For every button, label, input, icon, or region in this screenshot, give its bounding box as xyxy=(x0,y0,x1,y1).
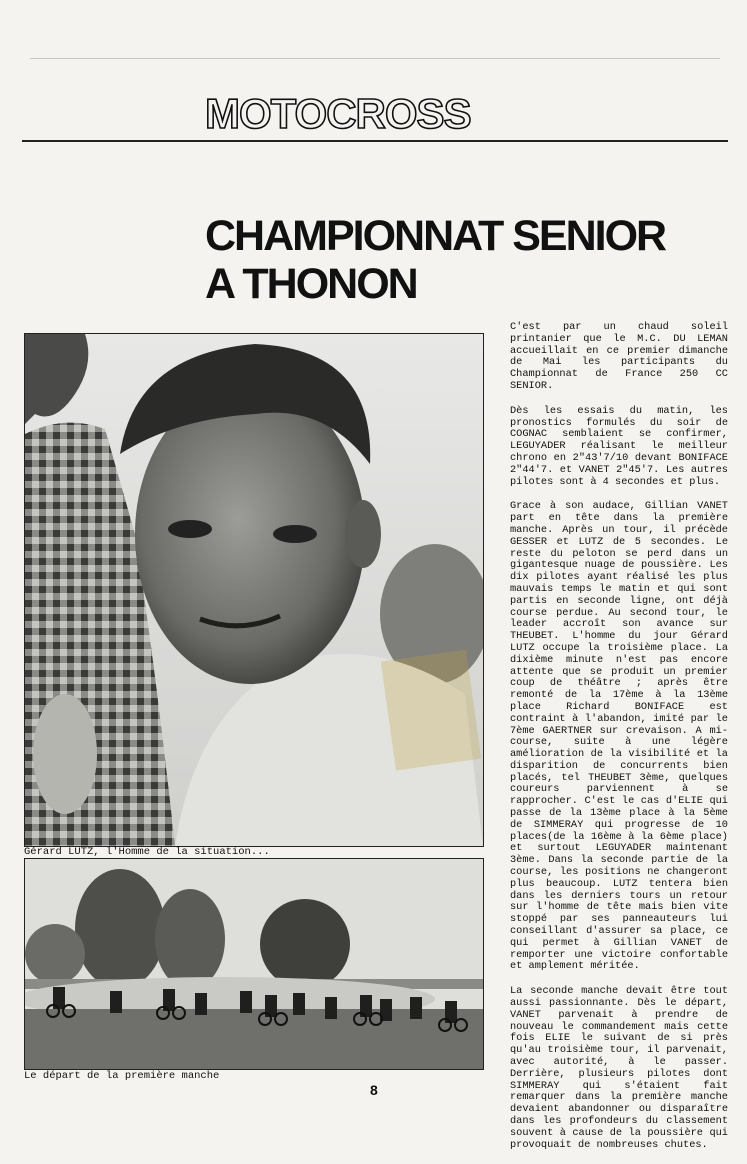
portrait-photo xyxy=(24,333,484,847)
article-paragraph-2: Dès les essais du matin, les pronostics formulés du soir de COGNAC semblaient se confirmer, LEGUYADER réalisant le meilleur chrono en 2"43'7/10 devant BONIFACE 2"44'7. et VANET 2"45'7. Les autres pilotes sont à 4 secondes et plus. xyxy=(510,404,728,488)
article-paragraph-1: C'est par un chaud soleil printanier que le M.C. DU LEMAN accueillait en ce premier dimanche de Mai les participants du Championnat de France 250 CC SENIOR. xyxy=(510,321,728,392)
start-illustration xyxy=(25,859,483,1069)
headline xyxy=(205,212,665,308)
start-photo xyxy=(24,858,484,1070)
page-number: 8 xyxy=(370,1082,378,1098)
page-frame-line-top xyxy=(30,58,720,59)
portrait-illustration xyxy=(25,334,483,846)
portrait-caption: Gérard LUTZ, l'Homme de la situation... xyxy=(24,846,270,858)
section-title: MOTOCROSS xyxy=(205,90,471,137)
start-caption: Le départ de la première manche xyxy=(24,1070,220,1082)
section-rule xyxy=(22,140,728,142)
article-paragraph-4: La seconde manche devait être tout aussi passionnante. Dès le départ, VANET parvenait à prendre de nouveau le commandement mais cette fois ELIE le suivant de si près qu'au troisième tour, il parvenait, avec autorité, à le passer. Derrière, plusieurs pilotes dont SIMMERAY qui s'étaient fait remarquer dans la première manche devaient abandonner ou disparaître dans les profondeurs du classement souvent à cause de la poussière qui provoquait de nombreuses chutes. xyxy=(510,985,728,1151)
article-body xyxy=(510,322,728,1164)
paper-stain xyxy=(381,650,481,771)
headline-line-1: CHAMPIONNAT SENIOR xyxy=(205,212,666,260)
article-paragraph-3: Grace à son audace, Gillian VANET part en tête dans la première manche. Après un tour, il précède GESSER et LUTZ de 5 secondes. Le reste du peloton se perd dans un gigantesque nuage de poussière. Les dix pilotes ayant réalisé les plus mauvais temps le matin et qui sont partis en seconde ligne, ont déjà course perdue. Au second tour, le leader accroît son avance sur THEUBET. L'homme du jour Gérard LUTZ occupe la troisième place. La dixième minute n'est pas encore attente que se produit un premier coup de théâtre ; après être remonté de la 17ème à la 13ème place Richard BONIFACE est contraint à l'abandon, imité par le 7ème GAERTNER sur crevaison. A mi-course, suite à une légère amélioration de la visibilité et la disparition de concurrents bien placés, tel THEUBET 3ème, quelques coureurs parviennent à se rapprocher. C'est le cas d'ELIE qui passe de la 13ème place à la 5ème de SIMMERAY qui progresse de 10 places(de la 16ème à la 6ème place) et surtout LEGUYADER maintenant 3ème. Dans la seconde partie de la course, les positions ne changeront plus beaucoup. LUTZ tentera bien dans les derniers tours un retour sur l'homme de tête mais bien vite stoppé par ses panneauteurs lui conseillant d'assurer sa place, ce qui permet à Gillian VANET de remporter une victoire confortable et amplement méritée. xyxy=(510,500,728,973)
headline-line-2: A THONON xyxy=(205,260,417,308)
